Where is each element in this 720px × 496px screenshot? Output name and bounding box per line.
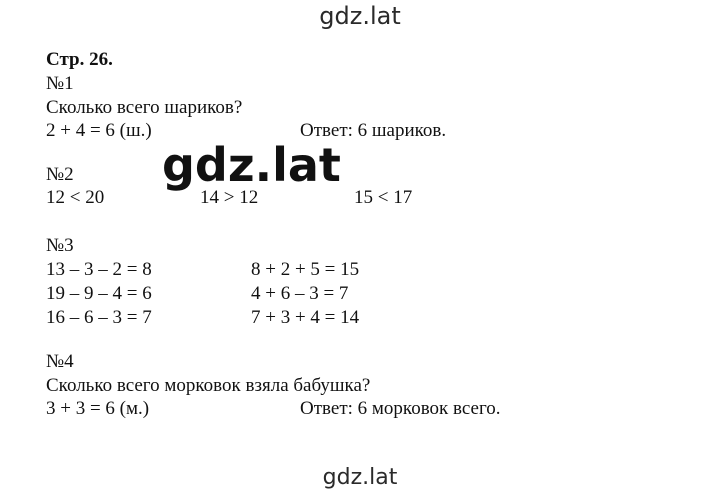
task1-number: №1: [46, 73, 74, 94]
task1-answer: Ответ: 6 шариков.: [300, 120, 447, 141]
task3-right-1: 8 + 2 + 5 = 15: [251, 259, 360, 280]
task3-right-2: 4 + 6 – 3 = 7: [251, 283, 349, 304]
task4-answer: Ответ: 6 морковок всего.: [300, 398, 501, 419]
watermark-top: gdz.lat: [319, 2, 401, 30]
watermark-bottom: gdz.lat: [322, 465, 398, 490]
task4-equation: 3 + 3 = 6 (м.): [46, 398, 150, 419]
task2-item-2: 14 > 12: [200, 187, 259, 208]
task1-question: Сколько всего шариков?: [46, 97, 243, 118]
task3-number: №3: [46, 235, 74, 256]
task2-item-3: 15 < 17: [354, 187, 413, 208]
task4-number: №4: [46, 351, 74, 372]
task3-right-3: 7 + 3 + 4 = 14: [251, 307, 360, 328]
task3-left-3: 16 – 6 – 3 = 7: [46, 307, 152, 328]
watermark-middle: gdz.lat: [162, 138, 341, 192]
task4-question: Сколько всего морковок взяла бабушка?: [46, 375, 371, 396]
task3-left-2: 19 – 9 – 4 = 6: [46, 283, 152, 304]
page-title: Стр. 26.: [46, 49, 113, 70]
task2-item-1: 12 < 20: [46, 187, 105, 208]
task2-number: №2: [46, 164, 74, 185]
task3-left-1: 13 – 3 – 2 = 8: [46, 259, 152, 280]
task1-equation: 2 + 4 = 6 (ш.): [46, 120, 152, 141]
